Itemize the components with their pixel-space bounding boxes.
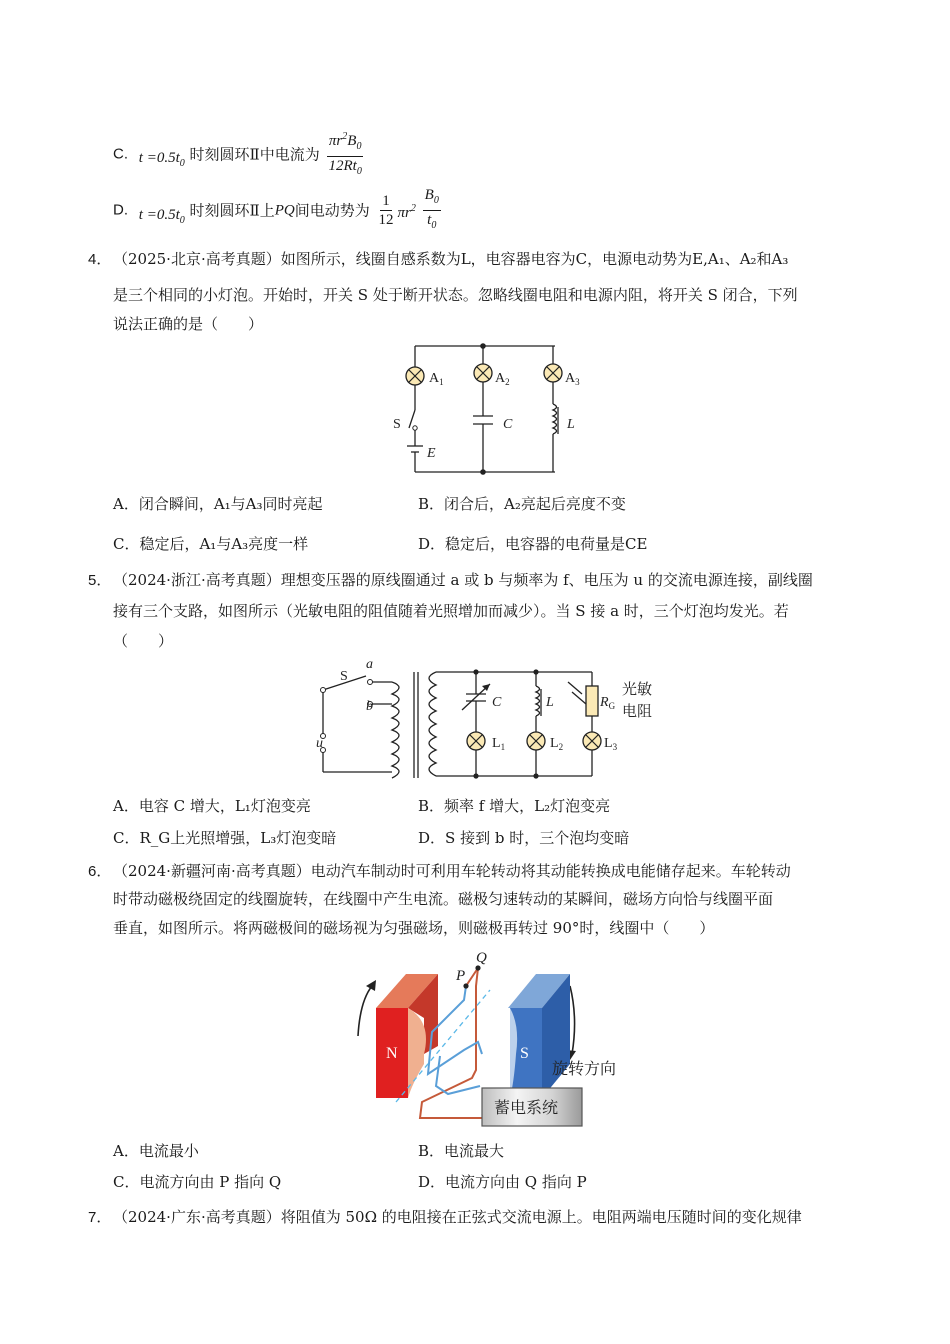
q4-option-d[interactable]: D．稳定后，电容器的电荷量是CE: [418, 535, 648, 553]
svg-text:P: P: [456, 968, 466, 984]
q4-option-c[interactable]: C．稳定后，A₁与A₃亮度一样: [113, 535, 309, 553]
q4-circuit-figure: [385, 338, 595, 480]
svg-text:E: E: [427, 446, 436, 461]
q6-option-b[interactable]: B．电流最大: [418, 1142, 505, 1160]
svg-text:b: b: [366, 699, 373, 714]
q4-stem-line1: （2025·北京·高考真题）如图所示，线圈自感系数为L，电容器电容为C，电源电动势为E,A₁、A₂和A₃: [113, 250, 789, 268]
q6-stem-line2: 时带动磁极绕固定的线圈旋转，在线圈中产生电流。磁极匀速转动的某瞬间，磁场方向恰与线圈平面: [113, 890, 774, 908]
q7-stem-line1: （2024·广东·高考真题）将阻值为 50Ω 的电阻接在正弦式交流电源上。电阻两端电压随时间的变化规律: [113, 1208, 802, 1226]
svg-text:C: C: [492, 695, 502, 710]
svg-text:u: u: [316, 736, 323, 751]
svg-text:L: L: [546, 695, 554, 710]
emf-fraction-1: $\frac{1}{12}$: [378, 193, 394, 228]
svg-text:蓄电系统: 蓄电系统: [494, 1100, 559, 1117]
svg-text:S: S: [393, 417, 401, 432]
q4-option-a[interactable]: A．闭合瞬间，A₁与A₃同时亮起: [113, 495, 323, 513]
svg-text:A1: $A_1$: [429, 371, 444, 387]
q5-option-a[interactable]: A．电容 C 增大，L₁灯泡变亮: [113, 797, 311, 815]
q6-generator-figure: [340, 946, 640, 1128]
question-number-4: 4．: [88, 251, 112, 268]
q6-stem-line1: （2024·新疆河南·高考真题）电动汽车制动时可利用车轮转动将其动能转换成电能储存起来。车轮转动: [113, 862, 791, 880]
svg-text:旋转方向: 旋转方向: [552, 1061, 617, 1078]
q4-stem-line3: 说法正确的是（ ）: [113, 315, 264, 333]
svg-text:A2: $A_2$: [495, 371, 510, 387]
svg-text:C: C: [503, 417, 513, 432]
svg-text:Q: Q: [476, 950, 487, 966]
emf-fraction-2: $\frac{B_0}{t_0}$: [424, 187, 439, 231]
svg-text:L3: $L_3$: [604, 736, 618, 752]
q4-option-b[interactable]: B．闭合后，A₂亮起后亮度不变: [418, 495, 626, 513]
q6-option-c[interactable]: C．电流方向由 P 指向 Q: [113, 1173, 282, 1191]
q3-option-c[interactable]: C. $t =0.5t_0$ 时刻圆环Ⅱ中电流为 $\frac{\pi r^2B_0}{12Rt_0}$: [113, 128, 366, 181]
svg-text:A3: $A_3$: [565, 371, 580, 387]
q5-stem-line3: （ ）: [113, 632, 174, 650]
svg-text:RG: $R_G$: [600, 695, 616, 711]
svg-text:N: N: [386, 1045, 398, 1062]
q5-option-d[interactable]: D．S 接到 b 时，三个泡均变暗: [418, 829, 630, 847]
q6-option-a[interactable]: A．电流最小: [113, 1142, 199, 1160]
svg-text:a: a: [366, 657, 373, 672]
q5-option-b[interactable]: B．频率 f 增大，L₂灯泡变亮: [418, 797, 611, 815]
svg-text:L: L: [567, 417, 575, 432]
q5-transformer-figure: [310, 654, 670, 784]
q5-option-c[interactable]: C．R_G上光照增强，L₃灯泡变暗: [113, 829, 337, 847]
question-number-7: 7．: [88, 1209, 112, 1226]
svg-text:S: S: [340, 669, 348, 684]
q3-option-d[interactable]: D. $t =0.5t_0$ 时刻圆环Ⅱ上PQ间电动势为 $\frac{1}{12}$ $\pi r^2$ $\frac{B_0}{t_0}$: [113, 186, 443, 235]
q5-stem-line2: 接有三个支路，如图所示（光敏电阻的阻值随着光照增加而减少）。当 S 接 a 时，三个灯泡均发光。若: [113, 602, 789, 620]
option-letter: C.: [113, 145, 128, 163]
svg-text:L2: $L_2$: [550, 736, 564, 752]
current-fraction: $\frac{\pi r^2B_0}{12Rt_0}$: [327, 128, 364, 181]
svg-text:L1: $L_1$: [492, 736, 506, 752]
question-number-6: 6．: [88, 863, 112, 880]
q6-stem-line3: 垂直，如图所示。将两磁极间的磁场视为匀强磁场，则磁极再转过 90°时，线圈中（ ）: [113, 919, 715, 937]
svg-text:光敏: 光敏: [622, 682, 653, 698]
q6-option-d[interactable]: D．电流方向由 Q 指向 P: [418, 1173, 587, 1191]
svg-text:S: S: [520, 1045, 529, 1062]
q4-stem-line2: 是三个相同的小灯泡。开始时，开关 S 处于断开状态。忽略线圈电阻和电源内阻，将开关 S 闭合，下列: [113, 286, 798, 304]
option-letter: D.: [113, 201, 128, 219]
question-number-5: 5．: [88, 572, 112, 589]
svg-text:电阻: 电阻: [622, 704, 653, 720]
q5-stem-line1: （2024·浙江·高考真题）理想变压器的原线圈通过 a 或 b 与频率为 f、电压为 u 的交流电源连接，副线圈: [113, 571, 813, 589]
